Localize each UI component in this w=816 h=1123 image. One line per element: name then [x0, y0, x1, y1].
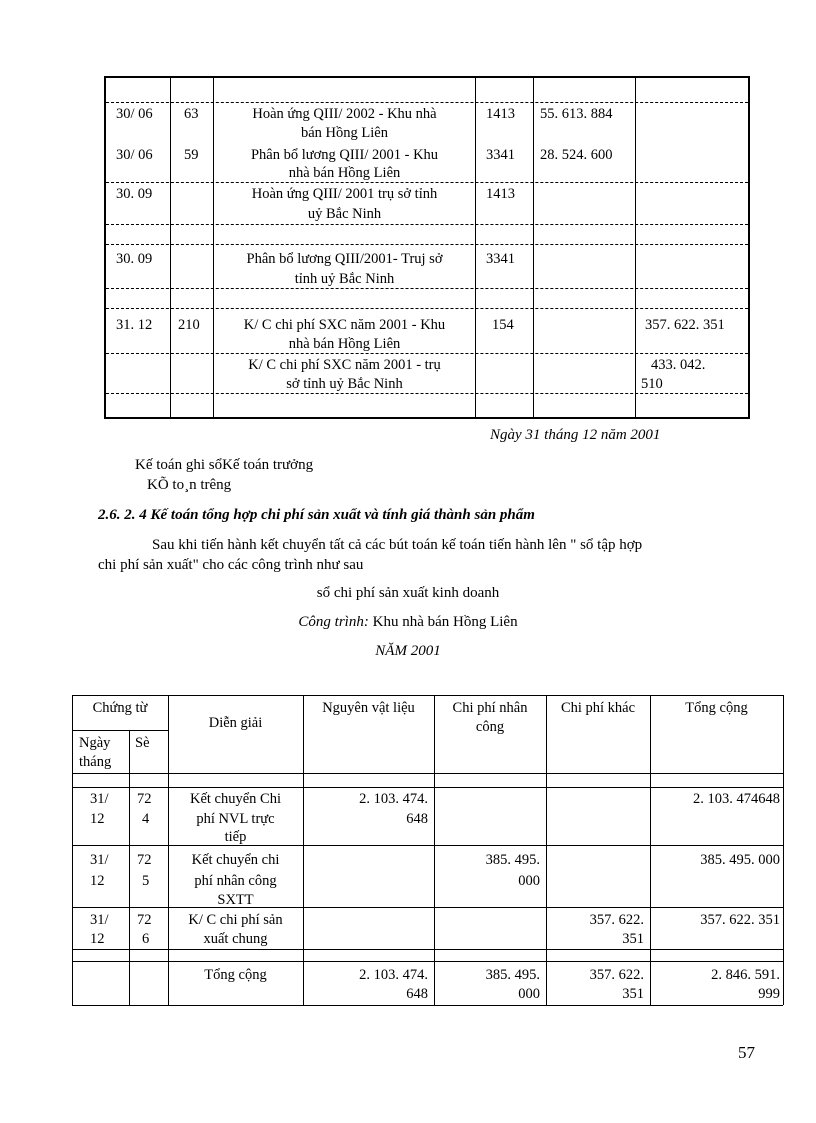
table-row-number: 72 — [137, 791, 152, 807]
table-row-desc: tỉnh uỷ Bắc Ninh — [294, 271, 395, 287]
signers-line-2: KÕ to¸n trêng — [147, 477, 232, 493]
total-labor: 000 — [518, 986, 540, 1002]
table-row-number: 63 — [184, 106, 199, 122]
header-labor: công — [475, 719, 505, 735]
table-row-number: 72 — [137, 852, 152, 868]
table-row-desc: K/ C chi phí sản — [188, 912, 283, 928]
header-other: Chi phí khác — [560, 700, 636, 716]
table-row-date: 30. 09 — [116, 251, 153, 267]
summary-table — [72, 695, 783, 1005]
header-number: Sè — [135, 735, 150, 751]
header-description: Diễn giải — [208, 715, 263, 731]
table-row-material: 648 — [406, 811, 428, 827]
project-label: Công trình: — [298, 614, 369, 630]
header-total: Tổng cộng — [685, 700, 748, 716]
table-row-number: 4 — [142, 811, 150, 827]
table-row-credit: 433. 042. — [651, 357, 706, 373]
table-row-date: 31/ — [90, 912, 109, 928]
table-row-account: 3341 — [486, 251, 515, 267]
table-row-desc: phí NVL trực — [196, 811, 275, 827]
table-row-date: 30/ 06 — [116, 106, 153, 122]
table-row-desc: phí nhân công — [194, 873, 277, 889]
table-row-number: 72 — [137, 912, 152, 928]
header-material: Nguyên vật liệu — [322, 700, 415, 716]
table-row-desc: tiếp — [224, 829, 247, 845]
total-grand: 2. 846. 591. — [711, 967, 780, 983]
table-row-total: 357. 622. 351 — [700, 912, 780, 928]
total-other: 351 — [622, 986, 644, 1002]
header-labor: Chi phí nhân — [452, 700, 528, 716]
total-material: 2. 103. 474. — [359, 967, 428, 983]
table-row-account: 154 — [492, 317, 514, 333]
table-row-number: 59 — [184, 147, 199, 163]
table-row-date: 31/ — [90, 852, 109, 868]
table-row-account: 1413 — [486, 186, 515, 202]
header-date: Ngày — [79, 735, 111, 751]
table-row-desc: SXTT — [217, 892, 254, 908]
book-title: sổ chi phí sản xuất kinh doanh — [316, 585, 500, 601]
table-row-date: 12 — [90, 811, 105, 827]
table-row-labor: 385. 495. — [485, 852, 540, 868]
table-row-desc: Hoàn ứng QIII/ 2001 trụ sở tỉnh — [251, 186, 438, 202]
table-row-date: 31. 12 — [116, 317, 153, 333]
table-row-desc: nhà bán Hồng Liên — [288, 336, 401, 352]
project-line — [0, 612, 816, 632]
table-row-labor: 000 — [518, 873, 540, 889]
total-row-label: Tổng cộng — [204, 967, 267, 983]
table-row-date: 12 — [90, 873, 105, 889]
table-row-date: 31/ — [90, 791, 109, 807]
date-line: Ngày 31 tháng 12 năm 2001 — [490, 427, 661, 443]
table-row-desc: bán Hồng Liên — [301, 125, 388, 141]
paragraph-line-1: Sau khi tiến hành kết chuyển tất cả các bút toán kế toán tiến hành lên " sổ tập hợp — [152, 537, 643, 553]
total-labor: 385. 495. — [485, 967, 540, 983]
table-row-number: 5 — [142, 873, 150, 889]
table-row-desc: uỷ Bắc Ninh — [307, 206, 382, 222]
table-row-other: 357. 622. — [589, 912, 644, 928]
ledger-table — [104, 76, 750, 419]
table-row-other: 351 — [622, 931, 644, 947]
table-row-desc: Kết chuyển Chi — [189, 791, 281, 807]
table-row-desc: K/ C chi phí SXC năm 2001 - trụ — [248, 357, 441, 373]
table-row-desc: nhà bán Hồng Liên — [288, 165, 401, 181]
section-heading: 2.6. 2. 4 Kế toán tổng hợp chi phí sản xuất và tính giá thành sản phẩm — [98, 507, 535, 523]
table-row-number: 210 — [178, 317, 200, 333]
table-row-desc: Hoàn ứng QIII/ 2002 - Khu nhà — [252, 106, 437, 122]
table-row-desc: Phân bổ lương QIII/ 2001 - Khu — [250, 147, 439, 163]
table-row-account: 1413 — [486, 106, 515, 122]
table-row-credit: 510 — [641, 376, 663, 392]
table-row-date: 12 — [90, 931, 105, 947]
total-material: 648 — [406, 986, 428, 1002]
header-voucher: Chứng từ — [92, 700, 148, 716]
table-row-desc: Kết chuyển chi — [191, 852, 280, 868]
project-name: Khu nhà bán Hồng Liên — [368, 614, 518, 630]
table-row-desc: Phân bổ lương QIII/2001- Truj sở — [246, 251, 443, 267]
table-row-date: 30. 09 — [116, 186, 153, 202]
total-grand: 999 — [758, 986, 780, 1002]
table-row-total: 2. 103. 474648 — [693, 791, 780, 807]
table-row-number: 6 — [142, 931, 150, 947]
table-row-debit: 28. 524. 600 — [540, 147, 613, 163]
table-row-date: 30/ 06 — [116, 147, 153, 163]
table-row-desc: K/ C chi phí SXC năm 2001 - Khu — [243, 317, 446, 333]
table-row-material: 2. 103. 474. — [359, 791, 428, 807]
year-label: NĂM 2001 — [375, 643, 441, 659]
table-row-desc: sở tỉnh uỷ Bắc Ninh — [286, 376, 403, 392]
total-other: 357. 622. — [589, 967, 644, 983]
table-row-total: 385. 495. 000 — [700, 852, 780, 868]
table-row-desc: xuất chung — [203, 931, 268, 947]
page-number: 57 — [738, 1043, 755, 1062]
paragraph-line-2: chi phí sản xuất" cho các công trình như sau — [98, 557, 364, 573]
table-row-debit: 55. 613. 884 — [540, 106, 613, 122]
table-row-credit: 357. 622. 351 — [645, 317, 725, 333]
table-row-account: 3341 — [486, 147, 515, 163]
header-date: tháng — [79, 754, 112, 770]
signers-line: Kế toán ghi sổKế toán trưởng — [135, 457, 314, 473]
